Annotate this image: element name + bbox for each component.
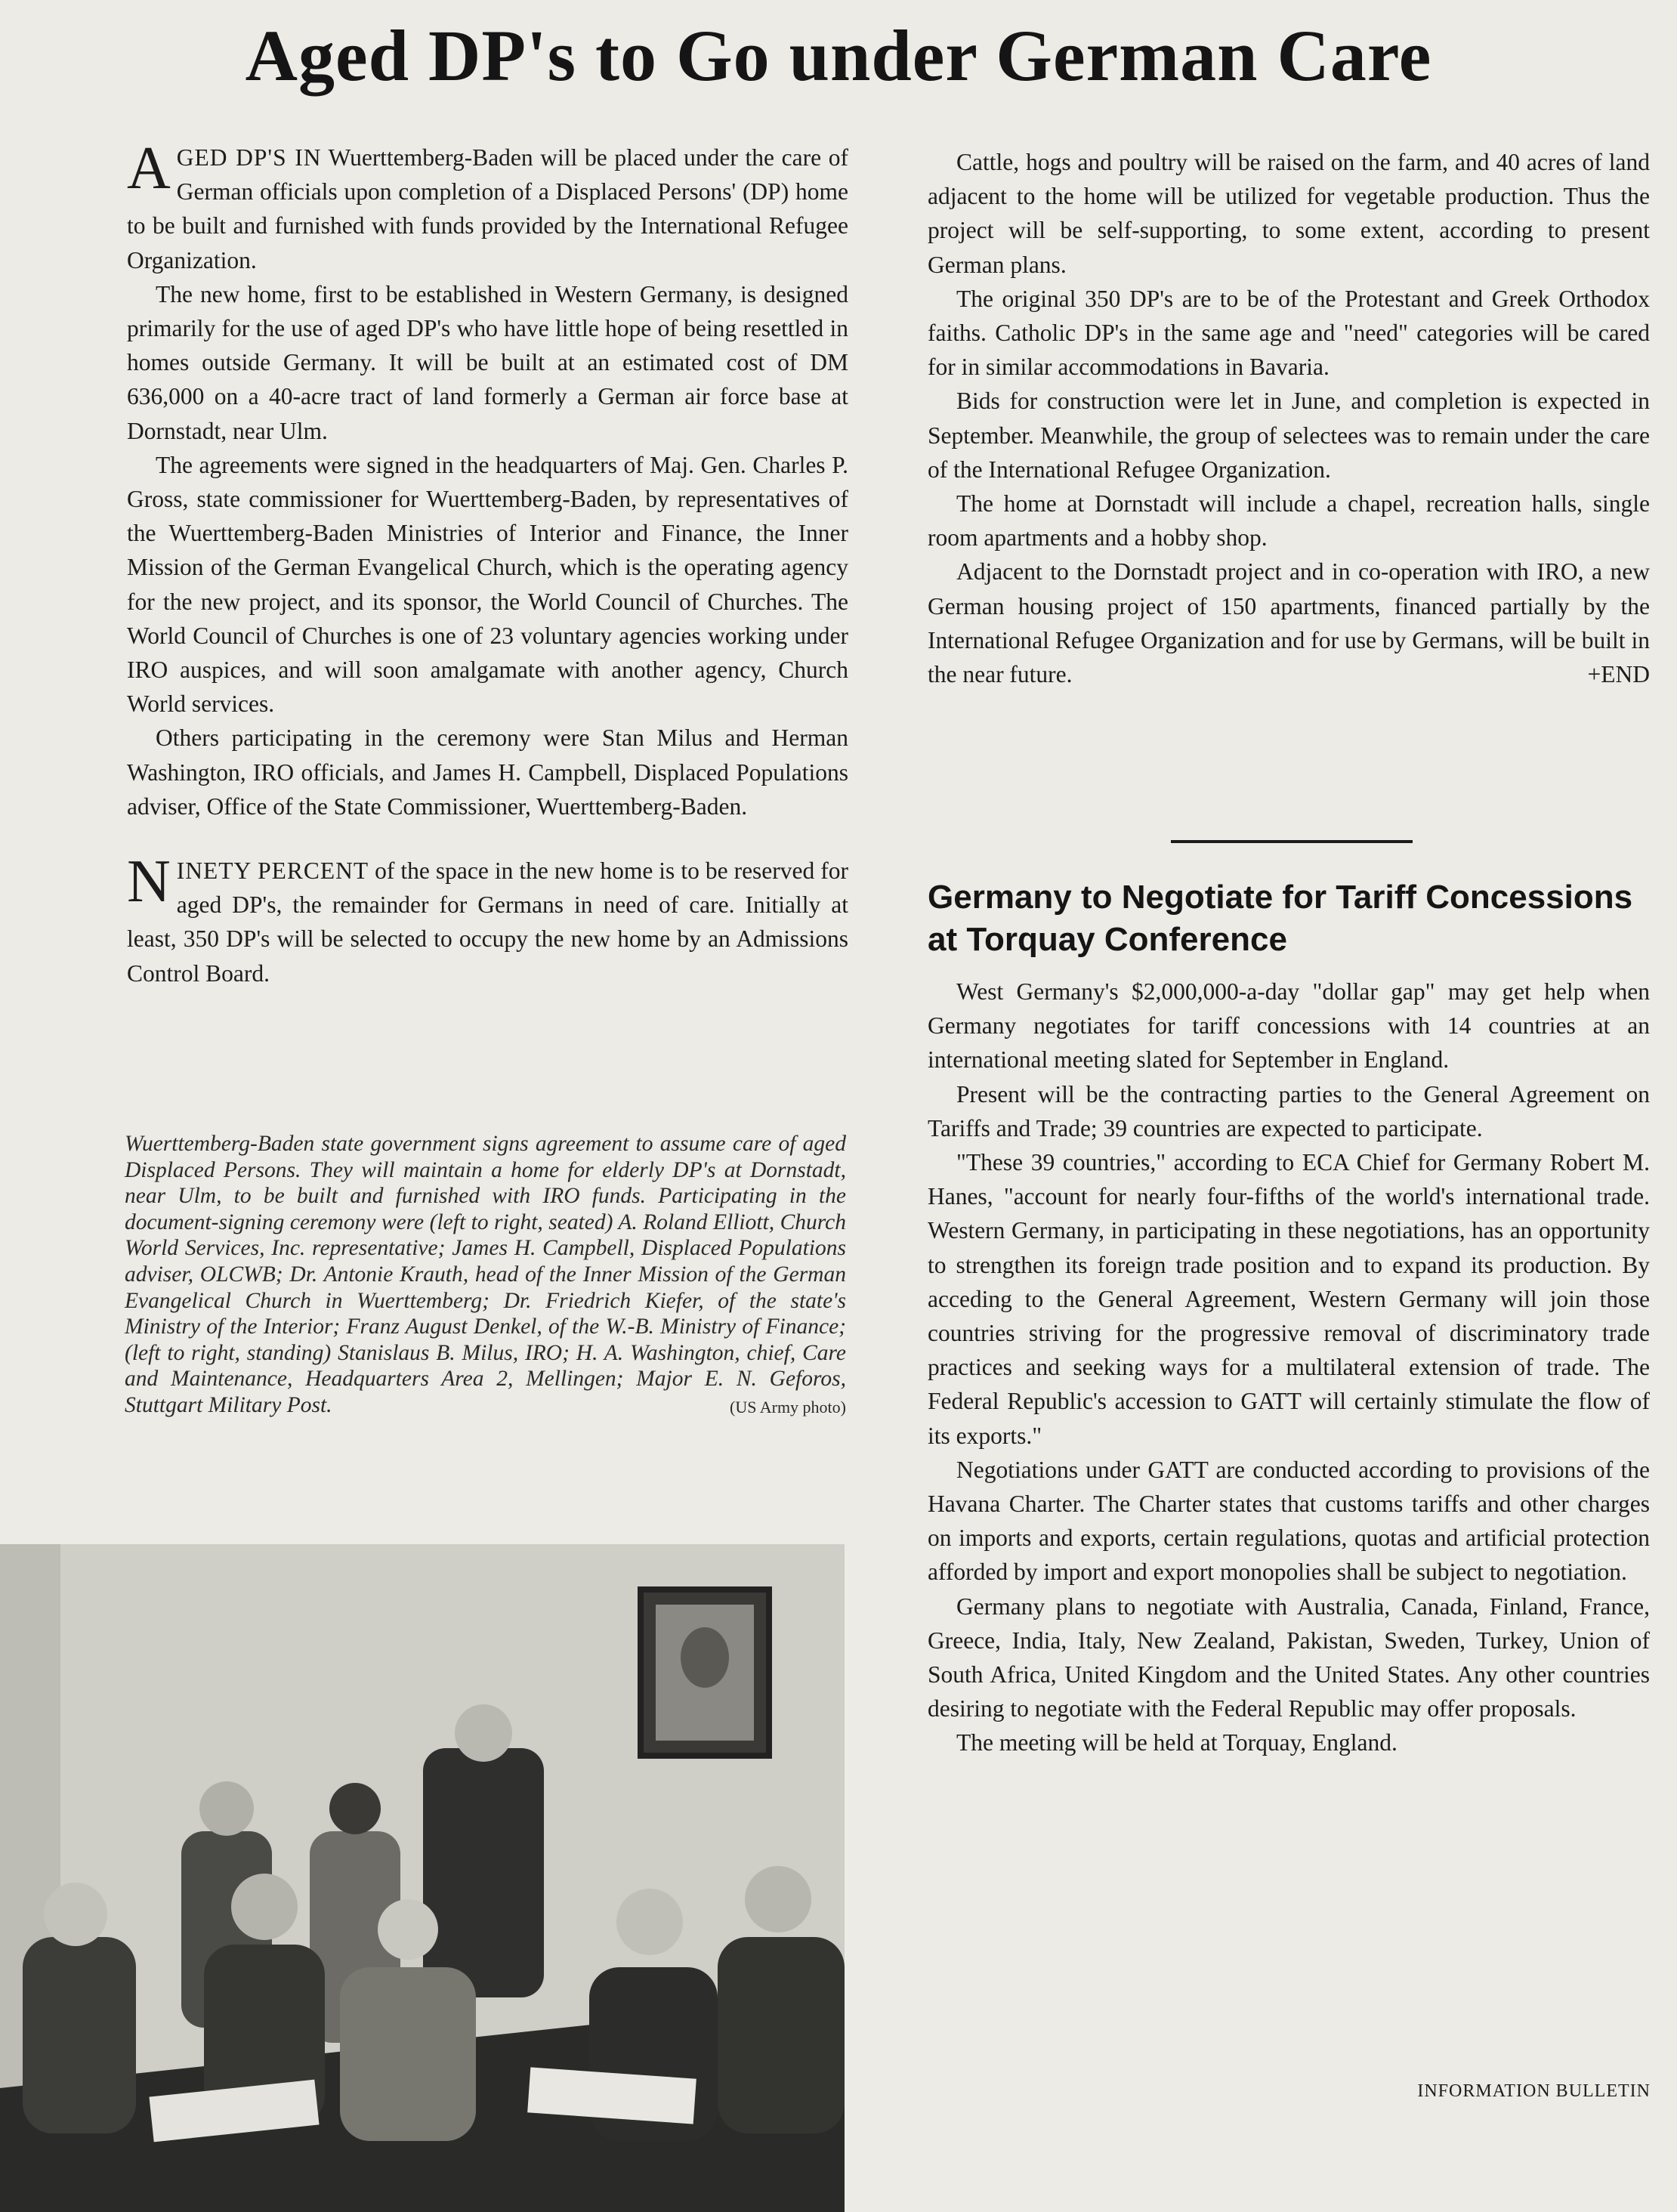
paragraph: Present will be the contracting parties to the General Agreement on Tariffs and Trade; 39 countries are expected to participate. [928, 1080, 1650, 1142]
right-column-bottom [928, 975, 1650, 1760]
signing-ceremony-photo [0, 1544, 845, 2212]
paragraph: The original 350 DP's are to be of the Protestant and Greek Orthodox faiths. Catholic DP's in the same age and "need" categories will be cared for in similar accommodations in Bavaria. [928, 285, 1650, 381]
paragraph: "These 39 countries," according to ECA Chief for Germany Robert M. Hanes, "account for nearly four-fifths of the world's international trade. Western Germany, in participating in these negotiations, has an opportunity to strengthen its foreign trade position and to expand its production. By acceding to the General Agreement, Western Germany will join those countries striving for the progressive removal of discriminatory trade practices and seeking ways for a multilateral extension of trade. The Federal Republic's accession to GATT will certainly stimulate the flow of its exports." [928, 1149, 1650, 1449]
paragraph: Cattle, hogs and poultry will be raised on the farm, and 40 acres of land adjacent to the home will be utilized for vegetable production. Thus the project will be self-supporting, to some extent, according to present German plans. [928, 149, 1650, 278]
paragraph [928, 555, 1650, 691]
paragraph: Others participating in the ceremony were Stan Milus and Herman Washington, IRO officials, and James H. Campbell, Displaced Populations adviser, Office of the State Commissioner, Wuerttemberg-Baden. [127, 724, 848, 820]
photo-credit: (US Army photo) [730, 1397, 846, 1416]
paragraph: Germany plans to negotiate with Australia, Canada, Finland, France, Greece, India, Italy, New Zealand, Pakistan, Sweden, Turkey, Union of South Africa, United Kingdom and the United States. Any other countries desiring to negotiate with the Federal Republic may offer proposals. [928, 1593, 1650, 1722]
left-column [127, 135, 849, 990]
caption-text: Wuerttemberg-Baden state government signs agreement to assume care of aged Displaced Persons. They will maintain a home for elderly DP's at Dornstadt, near Ulm, to be built and furnished with IRO funds. Participating in the document-signing ceremony were (left to right, seated) A. Roland Elliott, Church World Services, Inc. representative; James H. Campbell, Displaced Populations adviser, OLCWB; Dr. Antonie Krauth, head of the Inner Mission of the German Evangelical Church in Wuerttemberg; Dr. Friedrich Kiefer, of the state's Ministry of the Interior; Franz August Denkel, of the W.-B. Ministry of Finance; (left to right, standing) Stanislaus B. Milus, IRO; H. A. Washington, chief, Care and Maintenance, Headquarters Area 2, Mellingen; Major E. N. Geforos, Stuttgart Military Post. [125, 1132, 846, 1417]
paragraph-text: Wuerttemberg-Baden will be placed under the care of German officials upon completion of a Displaced Persons' (DP) home to be built and furnished with funds provided by the International Refugee Organization. [127, 144, 849, 273]
paragraph: The agreements were signed in the headquarters of Maj. Gen. Charles P. Gross, state commissioner for Wuerttemberg-Baden, by representatives of the Wuerttemberg-Baden Ministries of Interior and Finance, the Inner Mission of the German Evangelical Church, which is the operating agency for the new project, and its sponsor, the World Council of Churches. The World Council of Churches is one of 23 voluntary agencies working under IRO auspices, and will soon amalgamate with another agency, Church World services. [127, 451, 848, 718]
paragraph: The home at Dornstadt will include a chapel, recreation halls, single room apartments and a hobby shop. [928, 490, 1650, 551]
section-divider [1171, 840, 1413, 843]
paragraph-text: of the space in the new home is to be reserved for aged DP's, the remainder for Germans in need of care. Initially at least, 350 DP's will be selected to occupy the new home by an Admissions Control Board. [127, 857, 849, 987]
article-subheadline: Germany to Negotiate for Tariff Concessions at Torquay Conference [928, 879, 1633, 958]
photo-caption [125, 1131, 846, 1421]
paragraph: The new home, first to be established in Western Germany, is designed primarily for the use of aged DP's who have little hope of being resettled in homes outside Germany. It will be built at an estimated cost of DM 636,000 on a 40-acre tract of land formerly a German air force base at Dornstadt, near Ulm. [127, 280, 848, 444]
paragraph: West Germany's $2,000,000-a-day "dollar gap" may get help when Germany negotiates for tariff concessions with 14 countries at an international meeting slated for September in England. [928, 978, 1650, 1074]
paragraph [127, 848, 849, 990]
photo-illustration [0, 1544, 845, 2212]
paragraph [127, 135, 849, 277]
paragraph: Bids for construction were let in June, and completion is expected in September. Meanwhile, the group of selectees was to remain under the care of the International Refugee Organization. [928, 388, 1650, 483]
paragraph: The meeting will be held at Torquay, England. [956, 1729, 1398, 1756]
right-column-top [928, 145, 1650, 691]
paragraph-text: Adjacent to the Dornstadt project and in co-operation with IRO, a new German housing project of 150 apartments, financed partially by the International Refugee Organization and for use by Germans, will be built in the near future. [928, 558, 1650, 688]
publication-footer: INFORMATION BULLETIN [1417, 2081, 1651, 2101]
drop-cap: A [127, 135, 171, 202]
end-mark: +END [1587, 661, 1650, 688]
article-headline: Aged DP's to Go under German Care [245, 15, 1432, 96]
drop-cap: N [127, 848, 171, 916]
lead-in: GED DP'S IN [176, 144, 322, 171]
paragraph: Negotiations under GATT are conducted according to provisions of the Havana Charter. The Charter states that customs tariffs and other charges on imports and exports, certain regulations, quotas and artificial protection afforded by import and export monopolies shall be subject to negotiation. [928, 1456, 1650, 1586]
lead-in: INETY PERCENT [176, 857, 369, 885]
